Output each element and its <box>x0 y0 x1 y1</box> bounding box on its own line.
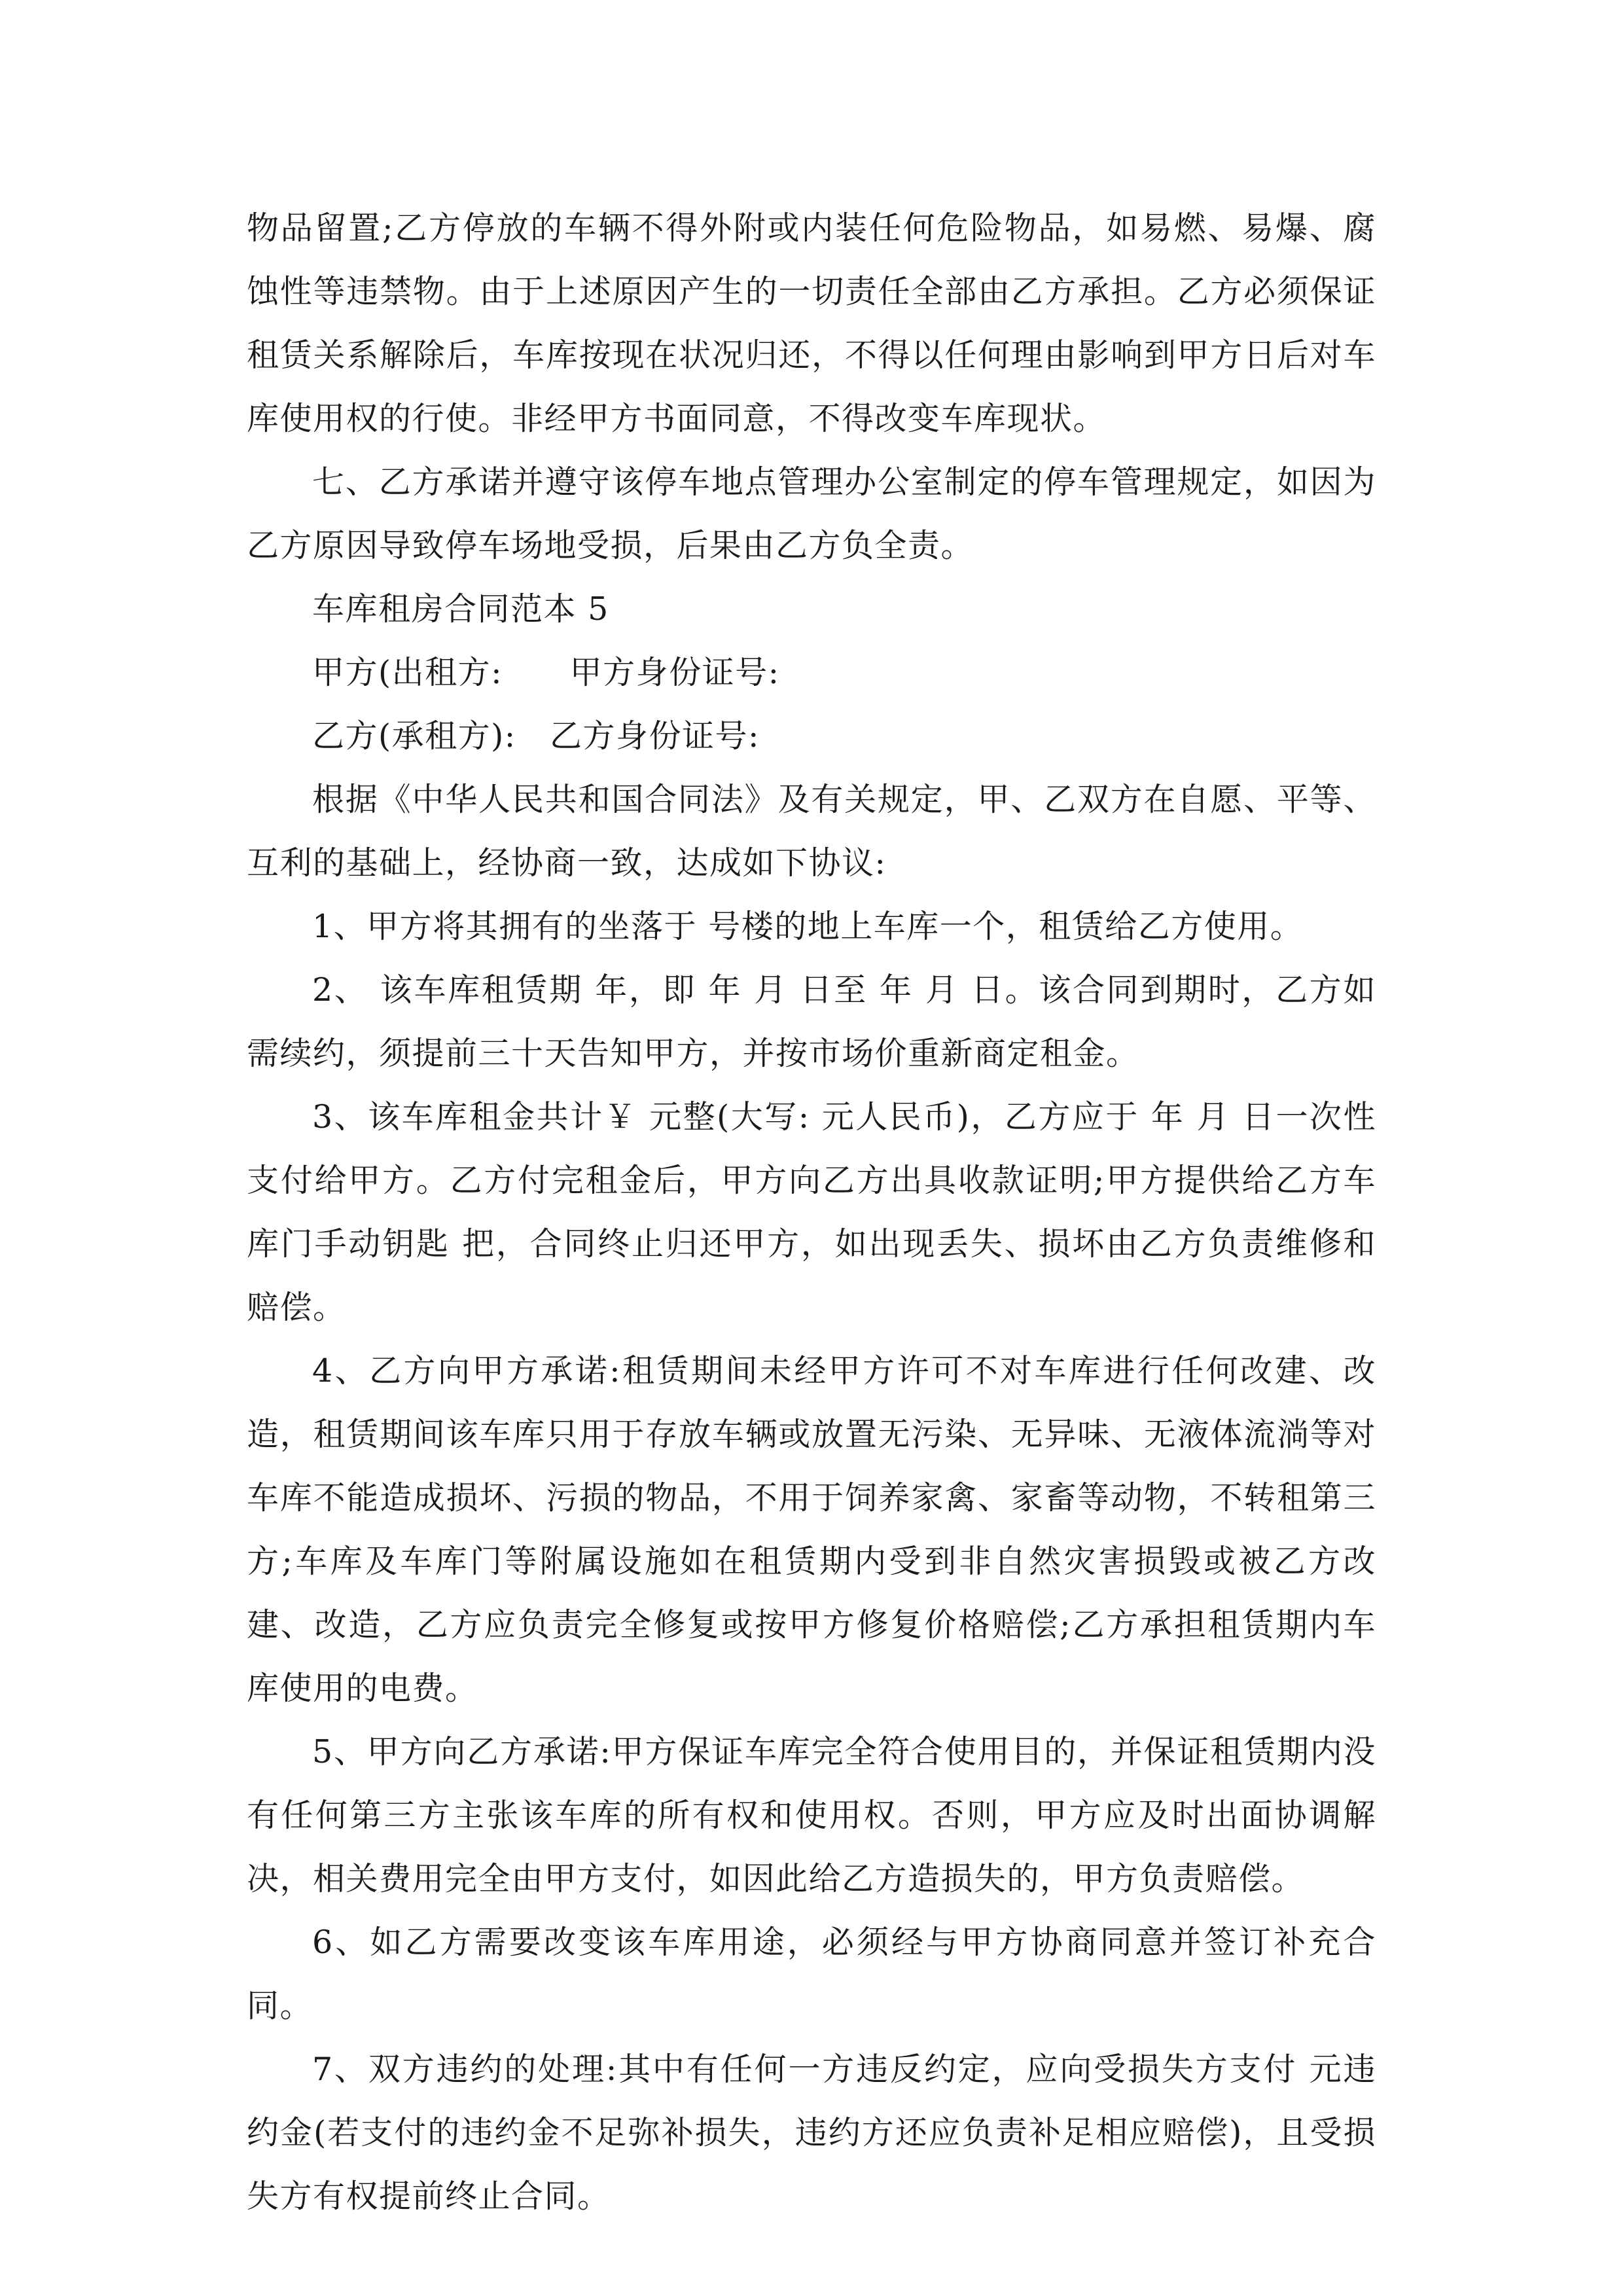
paragraph-item-4: 4、乙方向甲方承诺:租赁期间未经甲方许可不对车库进行任何改建、改造，租赁期间该车库只用于存放车辆或放置无污染、无异味、无液体流淌等对车库不能造成损坏、污损的物品，不用于饲养家禽、家畜等动物，不转租第三方;车库及车库门等附属设施如在租赁期内受到非自然灾害损毁或被乙方改建、改造，乙方应负责完全修复或按甲方修复价格赔偿;乙方承担租赁期内车库使用的电费。 <box>247 1352 1376 1707</box>
paragraph-item-7: 7、双方违约的处理:其中有任何一方违反约定，应向受损失方支付 元违约金(若支付的违约金不足弥补损失，违约方还应负责补足相应赔偿)，且受损失方有权提前终止合同。 <box>247 2051 1376 2215</box>
party-b-line: 乙方(承租方): 乙方身份证号: <box>312 717 760 755</box>
contract-title: 车库租房合同范本 5 <box>312 590 609 628</box>
paragraph-item-6: 6、如乙方需要改变该车库用途，必须经与甲方协商同意并签订补充合同。 <box>247 1924 1376 2024</box>
paragraph-clause-seven: 七、乙方承诺并遵守该停车地点管理办公室制定的停车管理规定，如因为乙方原因导致停车场地受损，后果由乙方负全责。 <box>247 463 1376 564</box>
paragraph-item-1: 1、甲方将其拥有的坐落于 号楼的地上车库一个，租赁给乙方使用。 <box>312 908 1304 945</box>
paragraph-continued: 物品留置;乙方停放的车辆不得外附或内装任何危险物品，如易燃、易爆、腐蚀性等违禁物。由于上述原因产生的一切责任全部由乙方承担。乙方必须保证租赁关系解除后，车库按现在状况归还，不得以任何理由影响到甲方日后对车库使用权的行使。非经甲方书面同意，不得改变车库现状。 <box>247 209 1376 437</box>
party-a-line: 甲方(出租方: 甲方身份证号: <box>312 654 780 691</box>
paragraph-preamble: 根据《中华人民共和国合同法》及有关规定，甲、乙双方在自愿、平等、互利的基础上，经协商一致，达成如下协议: <box>247 781 1376 882</box>
paragraph-item-3: 3、该车库租金共计￥ 元整(大写: 元人民币)，乙方应于 年 月 日一次性支付给甲方。乙方付完租金后，甲方向乙方出具收款证明;甲方提供给乙方车库门手动钥匙 把，合同终止归还甲方，如出现丢失、损坏由乙方负责维修和赔偿。 <box>247 1098 1377 1326</box>
paragraph-item-2: 2、 该车库租赁期 年，即 年 月 日至 年 月 日。该合同到期时，乙方如需续约，须提前三十天告知甲方，并按市场价重新商定租金。 <box>247 971 1376 1072</box>
paragraph-item-5: 5、甲方向乙方承诺:甲方保证车库完全符合使用目的，并保证租赁期内没有任何第三方主张该车库的所有权和使用权。否则，甲方应及时出面协调解决，相关费用完全由甲方支付，如因此给乙方造损失的，甲方负责赔偿。 <box>247 1733 1376 1897</box>
document-page <box>247 196 1376 2228</box>
